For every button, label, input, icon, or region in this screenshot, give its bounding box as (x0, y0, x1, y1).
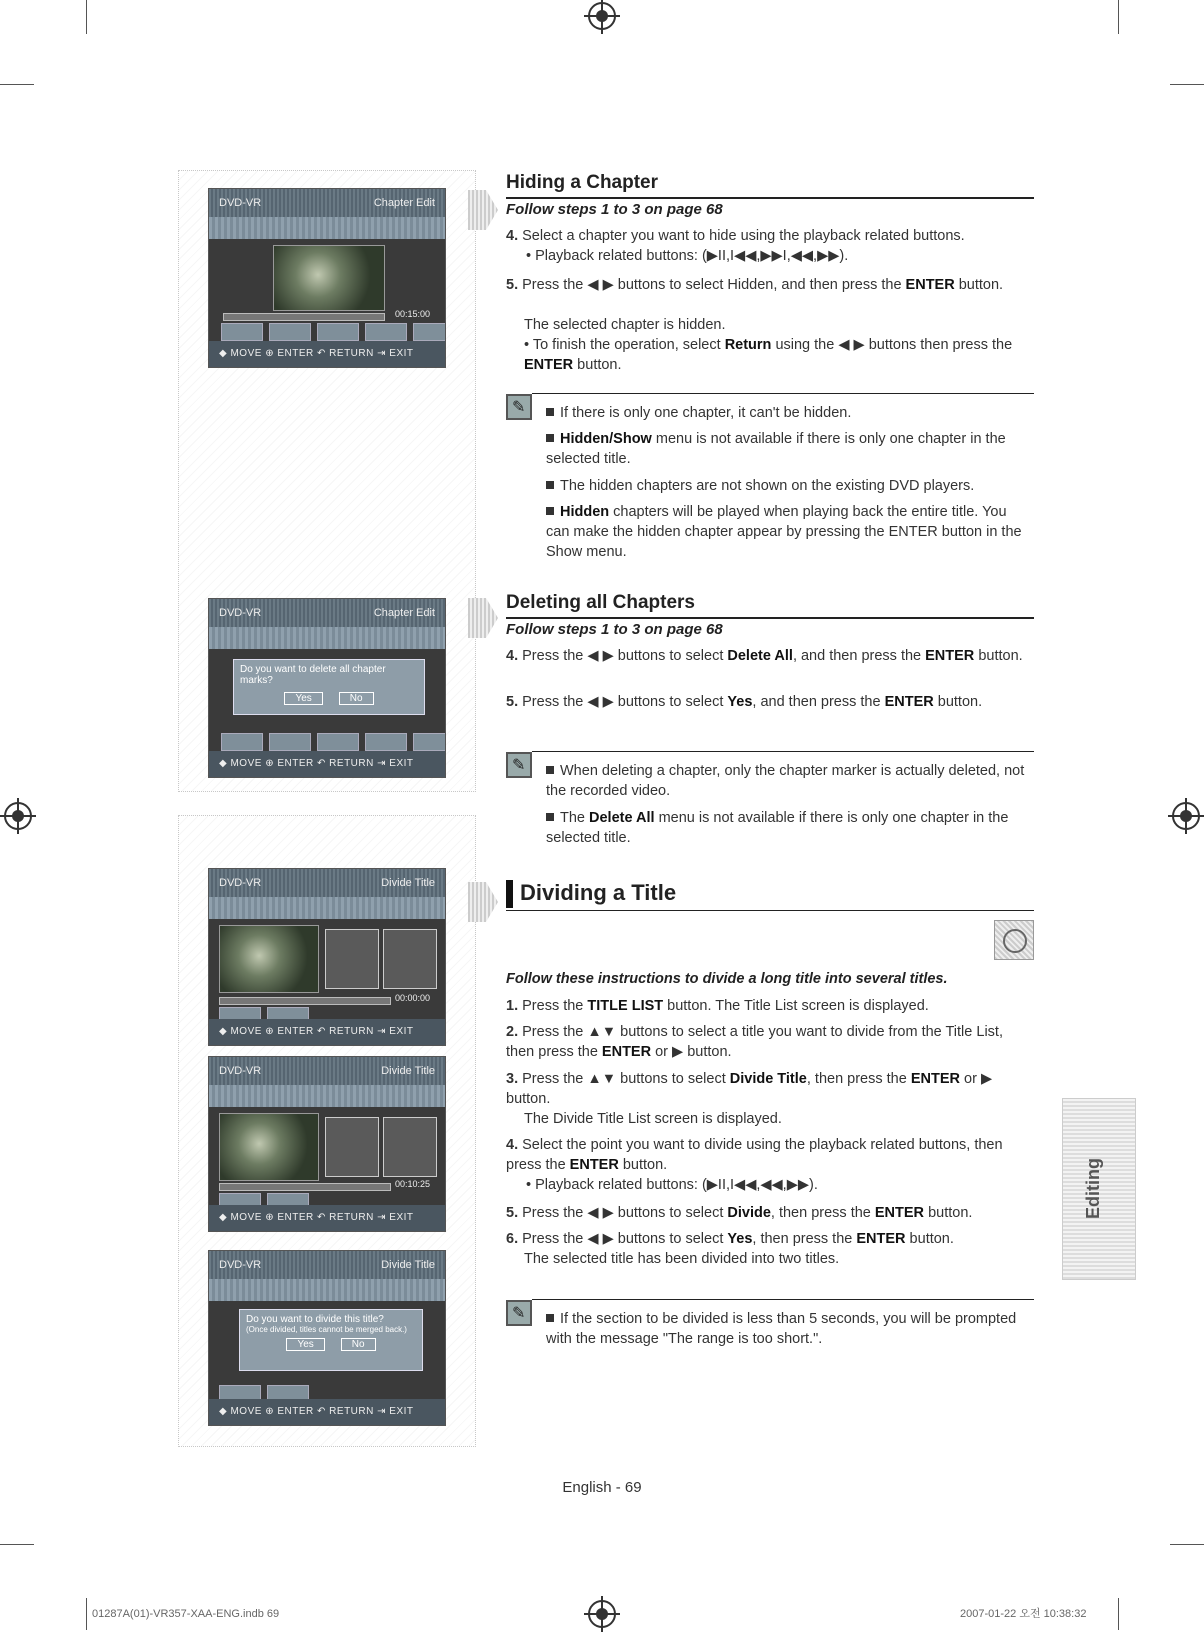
divide-step-1: 1. Press the TITLE LIST button. The Title List screen is displayed. (506, 998, 929, 1014)
divide-note: If the section to be divided is less than 5 seconds, you will be prompted with the message "The range is too short.". (546, 1311, 1017, 1347)
section-title-dividing-title: Dividing a Title (520, 880, 677, 905)
osd-progress-bar (219, 997, 391, 1005)
osd-chapter-strip (209, 627, 445, 649)
osd-title-label: Chapter Edit (373, 607, 435, 619)
divide-step-3-result: The Divide Title List screen is displayed. (524, 1111, 782, 1127)
osd-mode-label: DVD-VR (219, 607, 262, 619)
side-tab-label: Editing (1083, 1158, 1103, 1220)
hide-note-4: Hidden chapters will be played when playing back the entire title. You can make the hidden chapter appear by pressing the ENTER button in the Show menu. (546, 504, 1022, 560)
osd-screen-divide-title-1 (208, 868, 446, 1046)
section-rule (506, 197, 1034, 199)
divide-step-4: 4. Select the point you want to divide using the playback related buttons, then press the ENTER button. (506, 1137, 1003, 1173)
section-rule (506, 910, 1034, 911)
chapter-side-tab (1062, 1098, 1136, 1280)
registration-mark-icon (588, 2, 616, 30)
osd-yes-button: Yes (286, 1338, 324, 1351)
hide-step-5: 5. Press the ◀ ▶ buttons to select Hidden, and then press the ENTER button. (506, 277, 1004, 293)
crop-mark (1118, 0, 1119, 34)
section-arrow-icon (468, 882, 498, 922)
osd-title-label: Divide Title (381, 877, 435, 889)
osd-button-row (221, 733, 446, 751)
osd-yes-button: Yes (284, 692, 322, 705)
note-rule (532, 393, 1034, 394)
hide-note-1: If there is only one chapter, it can't be hidden. (546, 403, 1032, 423)
section-title-deleting-chapters: Deleting all Chapters (506, 592, 695, 613)
follow-steps-note: Follow steps 1 to 3 on page 68 (506, 201, 723, 218)
dvd-vr-disc-icon (994, 920, 1034, 960)
osd-dialog-subtext: (Once divided, titles cannot be merged back.) (246, 1325, 407, 1334)
registration-mark-icon (1172, 802, 1200, 830)
note-rule (532, 1299, 1034, 1300)
osd-dialog-text: Do you want to delete all chapter marks? (240, 664, 386, 686)
osd-title-label: Divide Title (381, 1259, 435, 1271)
divide-step-5: 5. Press the ◀ ▶ buttons to select Divide, then press the ENTER button. (506, 1205, 973, 1221)
follow-steps-note: Follow steps 1 to 3 on page 68 (506, 621, 723, 638)
osd-title-strip (209, 897, 445, 919)
osd-confirm-dialog (233, 659, 425, 715)
osd-time: 00:15:00 (395, 309, 431, 319)
osd-no-button: No (339, 692, 374, 705)
section-arrow-icon (468, 598, 498, 638)
osd-chapter-strip (209, 217, 445, 239)
osd-mode-label: DVD-VR (219, 1259, 262, 1271)
osd-footer: ◆ MOVE ⊕ ENTER ↶ RETURN ⇥ EXIT (209, 1399, 445, 1425)
osd-preview-image (219, 925, 319, 993)
delete-step-4: 4. Press the ◀ ▶ buttons to select Delete All, and then press the ENTER button. (506, 648, 1023, 664)
divide-intro: Follow these instructions to divide a long title into several titles. (506, 971, 948, 987)
osd-progress-bar (219, 1183, 391, 1191)
hide-result: The selected chapter is hidden. (524, 317, 726, 333)
note-icon (506, 394, 532, 420)
osd-no-button: No (341, 1338, 376, 1351)
osd-preview-image (273, 245, 385, 311)
divide-step-4-sub: • Playback related buttons: (▶II,I◀◀,◀◀,▶▶). (526, 1177, 818, 1193)
osd-mode-label: DVD-VR (219, 1065, 262, 1077)
osd-footer: ◆ MOVE ⊕ ENTER ↶ RETURN ⇥ EXIT (209, 341, 445, 367)
crop-mark (1118, 1598, 1119, 1630)
osd-screen-delete-all (208, 598, 446, 778)
hide-finish: • To finish the operation, select Return using the ◀ ▶ buttons then press the ENTER button. (524, 337, 1013, 373)
section-rule (506, 617, 1034, 619)
crop-mark (0, 84, 34, 85)
osd-mode-label: DVD-VR (219, 877, 262, 889)
hide-step-4-sub: • Playback related buttons: (▶II,I◀◀,▶▶I,◀◀,▶▶). (526, 248, 849, 264)
hide-step-4: 4. Select a chapter you want to hide using the playback related buttons. (506, 228, 965, 244)
osd-footer: ◆ MOVE ⊕ ENTER ↶ RETURN ⇥ EXIT (209, 751, 445, 777)
osd-thumbnail (325, 929, 379, 989)
hide-note-2: Hidden/Show menu is not available if there is only one chapter in the selected title. (546, 431, 1006, 467)
crop-mark (86, 1598, 87, 1630)
osd-time: 00:00:00 (395, 993, 431, 1003)
osd-thumbnail (383, 1117, 437, 1177)
osd-title-strip (209, 1085, 445, 1107)
note-icon (506, 1300, 532, 1326)
osd-screen-divide-title-2 (208, 1056, 446, 1232)
title-marker-bar (506, 880, 513, 908)
page-number: English - 69 (562, 1479, 642, 1496)
registration-mark-icon (4, 802, 32, 830)
osd-thumbnail (325, 1117, 379, 1177)
osd-screen-divide-title-3 (208, 1250, 446, 1426)
print-slug-date: 2007-01-22 오전 10:38:32 (960, 1608, 1087, 1620)
osd-time: 00:10:25 (395, 1179, 431, 1189)
print-slug-file: 01287A(01)-VR357-XAA-ENG.indb 69 (92, 1608, 280, 1620)
osd-button-row (221, 323, 446, 341)
osd-mode-label: DVD-VR (219, 197, 262, 209)
osd-confirm-dialog (239, 1309, 423, 1371)
osd-screen-hide-chapter (208, 188, 446, 368)
section-title-hiding-chapter: Hiding a Chapter (506, 172, 659, 193)
delete-step-5: 5. Press the ◀ ▶ buttons to select Yes, and then press the ENTER button. (506, 694, 983, 710)
delete-note-1: When deleting a chapter, only the chapter marker is actually deleted, not the recorded video. (546, 763, 1025, 799)
crop-mark (1170, 1544, 1204, 1545)
divide-step-6: 6. Press the ◀ ▶ buttons to select Yes, then press the ENTER button. (506, 1231, 954, 1247)
delete-note-2: The Delete All menu is not available if there is only one chapter in the selected title. (546, 810, 1009, 846)
divide-step-6-result: The selected title has been divided into two titles. (524, 1251, 840, 1267)
divide-step-3: 3. Press the ▲▼ buttons to select Divide Title, then press the ENTER or ▶ button. (506, 1071, 993, 1107)
section-arrow-icon (468, 190, 498, 230)
crop-mark (0, 1544, 34, 1545)
osd-title-label: Divide Title (381, 1065, 435, 1077)
osd-progress-bar (223, 313, 385, 321)
osd-title-strip (209, 1279, 445, 1301)
osd-title-label: Chapter Edit (373, 197, 435, 209)
crop-mark (86, 0, 87, 34)
note-icon (506, 752, 532, 778)
osd-dialog-text: Do you want to divide this title? (246, 1314, 384, 1325)
divide-step-2: 2. Press the ▲▼ buttons to select a title you want to divide from the Title List, then press the ENTER or ▶ button. (506, 1024, 1003, 1060)
crop-mark (1170, 84, 1204, 85)
registration-mark-icon (588, 1600, 616, 1628)
osd-thumbnail (383, 929, 437, 989)
osd-footer: ◆ MOVE ⊕ ENTER ↶ RETURN ⇥ EXIT (209, 1019, 445, 1045)
osd-preview-image (219, 1113, 319, 1181)
osd-footer: ◆ MOVE ⊕ ENTER ↶ RETURN ⇥ EXIT (209, 1205, 445, 1231)
hide-note-3: The hidden chapters are not shown on the existing DVD players. (546, 476, 1032, 496)
note-rule (532, 751, 1034, 752)
